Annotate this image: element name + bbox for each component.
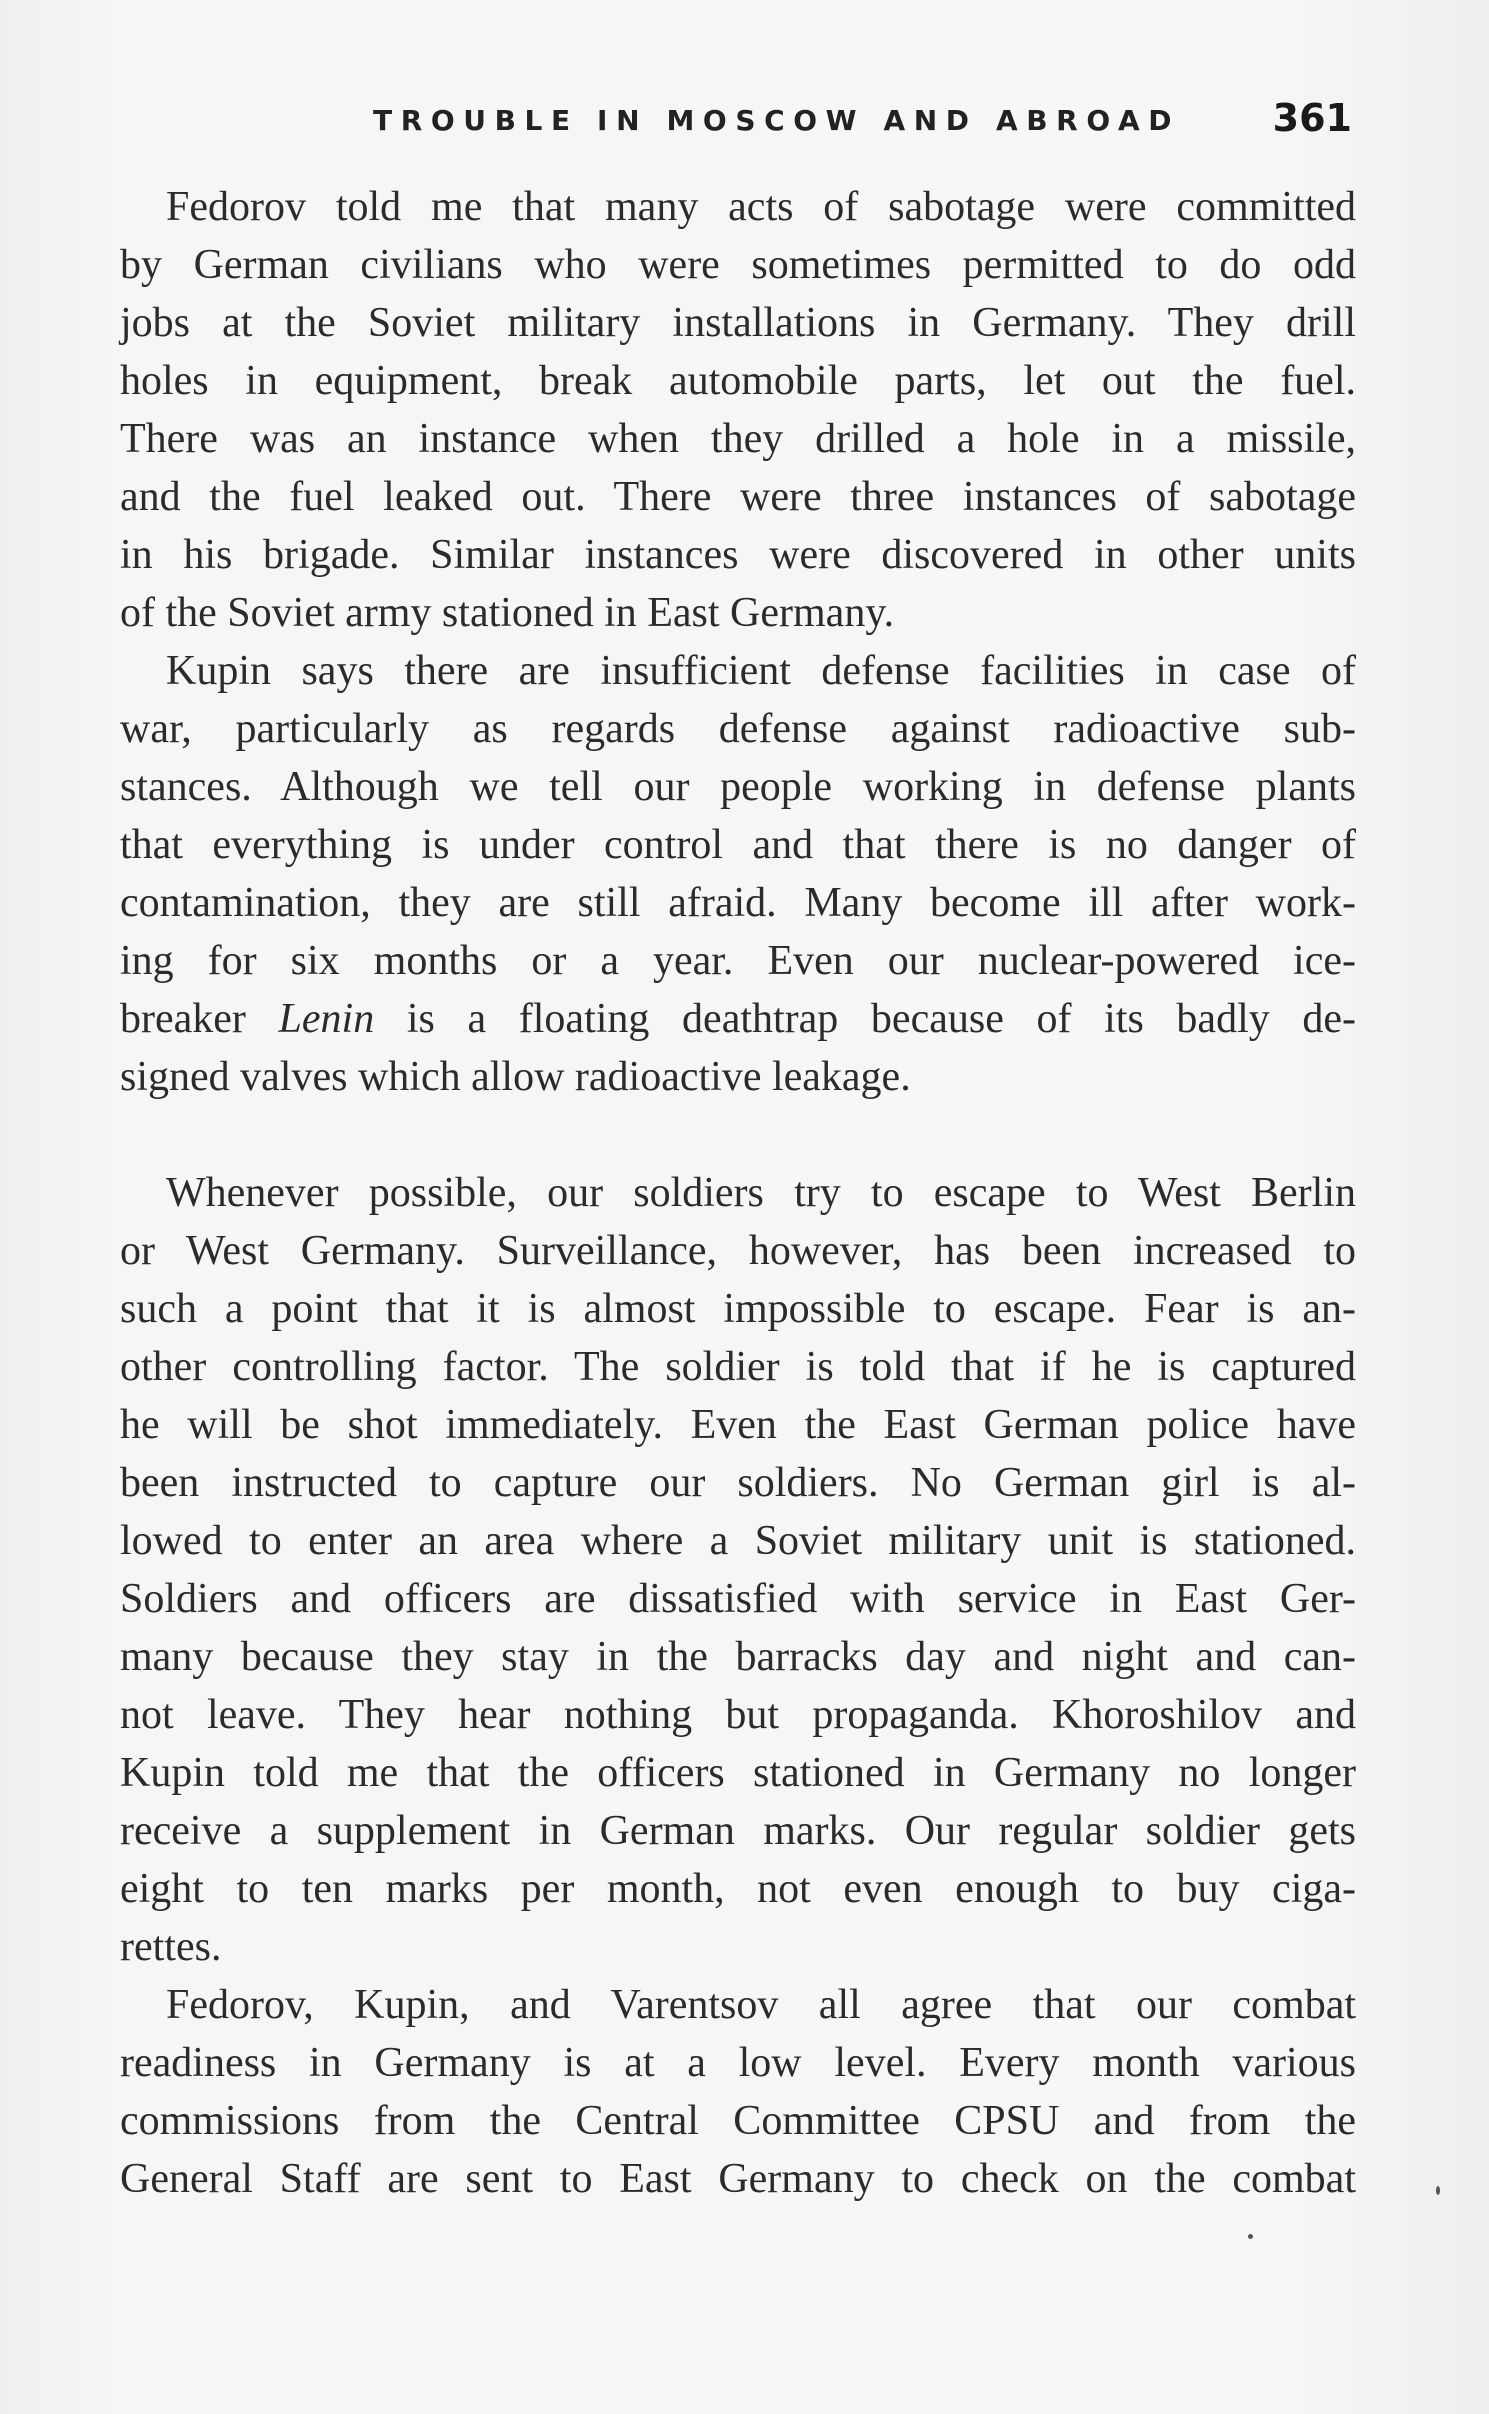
body-text xyxy=(120,178,1356,2208)
text-line: ing for six months or a year. Even our nuclear-powered ice- xyxy=(120,938,1356,984)
text-line: been instructed to capture our soldiers. No German girl is al- xyxy=(120,1460,1356,1506)
paragraph xyxy=(120,1976,1356,2208)
text-line: rettes. xyxy=(120,1924,222,1970)
text-line: signed valves which allow radioactive leakage. xyxy=(120,1054,911,1100)
text-line: There was an instance when they drilled a hole in a missile, xyxy=(120,416,1356,462)
paper-speck xyxy=(1248,2234,1253,2239)
page-number: 361 xyxy=(1272,96,1352,140)
running-head xyxy=(120,96,1356,160)
paper-speck xyxy=(1436,2186,1440,2195)
text-line: that everything is under control and that there is no danger of xyxy=(120,822,1356,868)
paragraph xyxy=(120,1164,1356,1976)
text-line: Fedorov, Kupin, and Varentsov all agree that our combat xyxy=(166,1982,1356,2028)
text-line: many because they stay in the barracks day and night and can- xyxy=(120,1634,1356,1680)
paragraph xyxy=(120,642,1356,1106)
text-line: in his brigade. Similar instances were discovered in other units xyxy=(120,532,1356,578)
text-line: Whenever possible, our soldiers try to escape to West Berlin xyxy=(166,1170,1356,1216)
text-line: he will be shot immediately. Even the East German police have xyxy=(120,1402,1356,1448)
text-line: stances. Although we tell our people working in defense plants xyxy=(120,764,1356,810)
text-line: eight to ten marks per month, not even enough to buy ciga- xyxy=(120,1866,1356,1912)
text-line: Fedorov told me that many acts of sabotage were committed xyxy=(166,184,1356,230)
text-line: Kupin told me that the officers stationed in Germany no longer xyxy=(120,1750,1356,1796)
text-line: or West Germany. Surveillance, however, has been increased to xyxy=(120,1228,1356,1274)
text-segment: breaker xyxy=(120,996,279,1042)
text-line: not leave. They hear nothing but propaganda. Khoroshilov and xyxy=(120,1692,1356,1738)
text-line: of the Soviet army stationed in East Germany. xyxy=(120,590,895,636)
text-line: Kupin says there are insufficient defense facilities in case of xyxy=(166,648,1356,694)
text-line: war, particularly as regards defense against radioactive sub- xyxy=(120,706,1356,752)
text-line: contamination, they are still afraid. Many become ill after work- xyxy=(120,880,1356,926)
text-line: and the fuel leaked out. There were three instances of sabotage xyxy=(120,474,1356,520)
text-line: commissions from the Central Committee CPSU and from the xyxy=(120,2098,1356,2144)
text-line: such a point that it is almost impossible to escape. Fear is an- xyxy=(120,1286,1356,1332)
text-line: jobs at the Soviet military installations in Germany. They drill xyxy=(120,300,1356,346)
text-line: Soldiers and officers are dissatisfied with service in East Ger- xyxy=(120,1576,1356,1622)
paragraph xyxy=(120,178,1356,642)
text-line: holes in equipment, break automobile parts, let out the fuel. xyxy=(120,358,1356,404)
text-line: receive a supplement in German marks. Our regular soldier gets xyxy=(120,1808,1356,1854)
text-line xyxy=(120,990,1356,1048)
ship-name: Lenin xyxy=(278,996,375,1042)
text-segment: is a floating deathtrap because of its badly de- xyxy=(374,996,1356,1042)
text-line: lowed to enter an area where a Soviet military unit is stationed. xyxy=(120,1518,1356,1564)
text-line: other controlling factor. The soldier is told that if he is captured xyxy=(120,1344,1356,1390)
section-break xyxy=(120,1106,1356,1164)
text-line: by German civilians who were sometimes permitted to do odd xyxy=(120,242,1356,288)
text-line: General Staff are sent to East Germany to check on the combat xyxy=(120,2156,1356,2202)
text-line: readiness in Germany is at a low level. Every month various xyxy=(120,2040,1356,2086)
running-title: TROUBLE IN MOSCOW AND ABROAD xyxy=(373,104,1181,137)
